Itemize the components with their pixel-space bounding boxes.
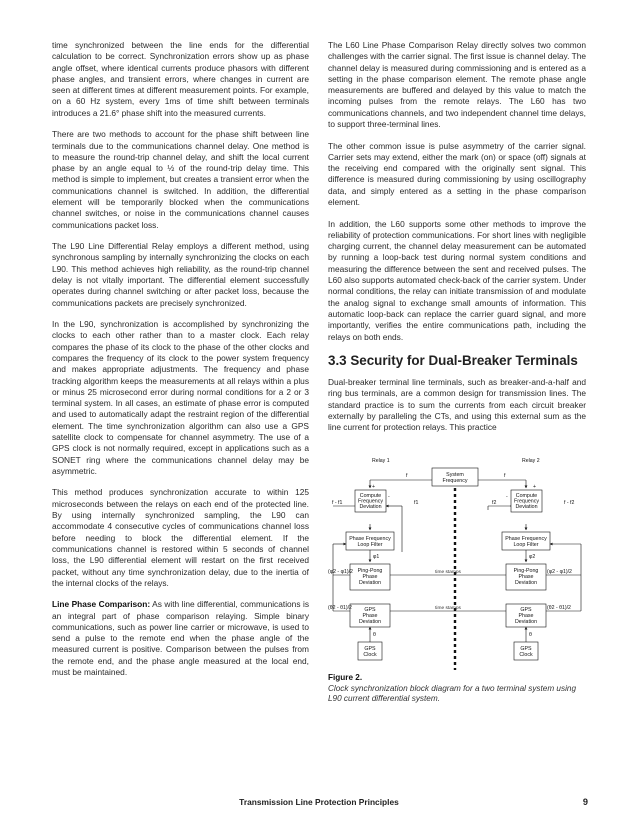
phi2-label: φ2	[529, 554, 536, 560]
pingpong-left-2: Phase	[362, 574, 378, 580]
f-minus-f2-label: f - f2	[564, 500, 575, 506]
section-heading: 3.3 Security for Dual-Breaker Terminals	[328, 352, 578, 368]
page-number: 9	[582, 797, 588, 807]
pingpong-right-1: Ping-Pong	[513, 568, 539, 574]
paragraph: In addition, the L60 supports some other methods to improve the reliability of protection communications. For short lines with negligible charging current, the channel delay measurement can be automated by running a loop-back test during normal system conditions and measuring the difference between the sent and received pulses. The L60 also supports automated check-back of the carrier system. Under normal conditions, the relay can initiate transmission of and modulate the analog signal to exchange small amounts of information. This automatic loop-back can replace the carrier guard signal, and more importantly, verifies the entire communications path, including the relays on both ends.	[328, 218, 586, 342]
f-label-right: f	[504, 473, 506, 479]
line-phase-comparison-paragraph	[52, 599, 309, 678]
paragraph: This method produces synchronization accurate to within 125 microseconds between the relays on each end of the protected line. By using internally synchronized sampling, the L90 can accommodate 4 consecutive cycles of communications channel loss before needing to block the differential element. If the communications channel is restored within 5 seconds of channel loss, the L90 differential element will restart on the first received packet, without any time synchronization delay, due to the inertia of the internal clocks of the relays.	[52, 487, 309, 588]
gps-dev-right-3: Deviation	[514, 619, 538, 625]
f-label-left: f	[406, 473, 408, 479]
theta-diff-right: (θ2 - θ1)/2	[547, 605, 571, 611]
cfd-right-2: Frequency	[513, 498, 540, 505]
figure-caption	[328, 673, 586, 705]
relay1-label: Relay 1	[372, 458, 390, 464]
paragraph: The L90 Line Differential Relay employs a different method, using synchronous sampling by internally synchronizing the clocks on each L90. This method achieves high reliability, as the round-trip channel delay is not vitally important. The differential element successfully operates during channel switching or after packet loss, because the communications packets are precisely synchronized.	[52, 241, 309, 308]
minus-left: -	[388, 494, 390, 500]
gps-clock-left-1: GPS	[364, 646, 376, 652]
time-stamps-label-1: time stamps	[435, 570, 461, 575]
gps-dev-left-1: GPS	[364, 607, 376, 613]
relay2-label: Relay 2	[522, 458, 540, 464]
gps-clock-left-2: Clock	[363, 652, 377, 658]
f1-label: f1	[414, 500, 419, 506]
pfll-right-2: Loop Filter	[513, 542, 539, 548]
cfd-left-1: Compute	[359, 493, 382, 499]
plus-right: +	[533, 484, 537, 490]
lpc-lead-in: Line Phase Comparison:	[52, 599, 151, 610]
paragraph: There are two methods to account for the phase shift between line terminals due to the communications channel delay. One method is to measure the round-trip channel delay, and shift the local current phase by an angle equal to ½ of the round-trip delay time. This method is simple to implement, but creates a transient error when the communications channel is switched. In addition, the differential element will be temporarily blocked when the communications channel switches, or noise in the communications channel causes communications packet loss.	[52, 129, 309, 230]
phi-diff-left: (φ2 - φ1)/2	[328, 569, 353, 575]
pfll-left-1: Phase Frequency	[349, 536, 391, 542]
paragraph: In the L90, synchronization is accomplished by synchronizing the clocks to each other rather than to a master clock. Each relay compares the phase of its clock to the phase of the other clocks and compares the frequency of its clock to the power system frequency and makes appropriate adjustments. The frequency and phase tracking algorithm keeps the measurements at all relays within a plus or minus 25 microsecond error during normal conditions for a 2 or 3 terminal system. In all cases, an estimate of phase error is computed and used to automatically adapt the restraint region of the differential element. The time synchronization algorithm can also use a GPS satellite clock to compensate for channel asymmetry. The use of a GPS clock is not normally required, except in applications such as a SONET ring where the communications channel delay may be asymmetric.	[52, 319, 309, 476]
pingpong-right-2: Phase	[518, 574, 534, 580]
cfd-left-3: Deviation	[359, 504, 382, 510]
phi1-label: φ1	[373, 554, 380, 560]
figure-caption-text: Clock synchronization block diagram for a two terminal system using L90 current differential system.	[328, 683, 576, 703]
paragraph: Dual-breaker terminal line terminals, such as breaker-and-a-half and ring bus terminals, are a common design for transmission lines. The standard practice is to sum the currents from each circuit breaker externally by paralleling the CTs, and using this external sum as the line current for protection relays. This practice	[328, 376, 586, 433]
right-column	[328, 40, 586, 444]
theta-label-left: θ	[373, 632, 376, 638]
figure-caption-title: Figure 2.	[328, 673, 363, 682]
paragraph: The other common issue is pulse asymmetry of the carrier signal. Carrier sets may extend, either the mark (on) or space (off) signals at the receiving end compared with the originally sent signal. This difference is measured during commissioning by using oscillography data, and simply entered as a setting in the phase comparison element.	[328, 140, 586, 208]
gps-dev-right-1: GPS	[520, 607, 532, 613]
paragraph: time synchronized between the line ends for the differential calculation to be correct. Synchronization errors show up as phase angle offset, where identical currents produce phasors with different phase angles, and transient errors, where changes in current are seen at different times at different measurement points. For example, on a 60 Hz system, every 1ms of time shift between terminals introduces a 21.6° phase shift into the measured currents.	[52, 40, 309, 118]
pingpong-right-3: Deviation	[514, 580, 538, 586]
cfd-left-2: Frequency	[357, 498, 384, 505]
clock-sync-diagram	[328, 456, 586, 670]
lpc-text: As with line differential, communications is an integral part of phase comparison relaying. Simple binary communications, such as power line carrier or microwave, is used to send a pulse to the remote end when the phase angle of the measured current is positive. Comparison between the pulses from the remote end, and the phase angle measured at the local end, must be maintained.	[52, 599, 309, 678]
gps-dev-right-2: Phase	[518, 613, 534, 619]
paragraph: The L60 Line Phase Comparison Relay directly solves two common challenges with the carrier signal. The first issue is channel delay. The channel delay is measured during commissioning and is entered as a setting in the phase comparison element. The remote phase angle measurements are buffered and delayed by this value to match the incoming pulses from the remote relays. The L60 has two communications channels, and two independent channel time delays, to support three-terminal lines.	[328, 40, 586, 130]
plus-left: +	[372, 484, 376, 490]
page-footer	[0, 797, 638, 811]
gps-dev-left-3: Deviation	[358, 619, 382, 625]
left-column	[52, 40, 309, 689]
pfll-right-1: Phase Frequency	[505, 536, 547, 542]
gps-dev-left-2: Phase	[362, 613, 378, 619]
footer-title: Transmission Line Protection Principles	[239, 797, 399, 807]
cfd-right-1: Compute	[515, 493, 538, 499]
cfd-right-3: Deviation	[515, 504, 538, 510]
system-frequency-label-1: System	[446, 472, 464, 478]
pingpong-left-1: Ping-Pong	[357, 568, 383, 574]
gps-clock-right-2: Clock	[519, 652, 533, 658]
f-minus-f1-label: f - f1	[332, 500, 343, 506]
gps-clock-right-1: GPS	[520, 646, 532, 652]
time-stamps-label-2: time stamps	[435, 606, 461, 611]
pfll-left-2: Loop Filter	[357, 542, 383, 548]
theta-diff-left: (θ2 - θ1)/2	[328, 605, 352, 611]
theta-label-right: θ	[529, 632, 532, 638]
minus-right: -	[506, 494, 508, 500]
phi-diff-right: (φ2 - φ1)/2	[547, 569, 572, 575]
pingpong-left-3: Deviation	[358, 580, 382, 586]
system-frequency-label-2: Frequency	[442, 478, 468, 484]
f2-label: f2	[492, 500, 497, 506]
